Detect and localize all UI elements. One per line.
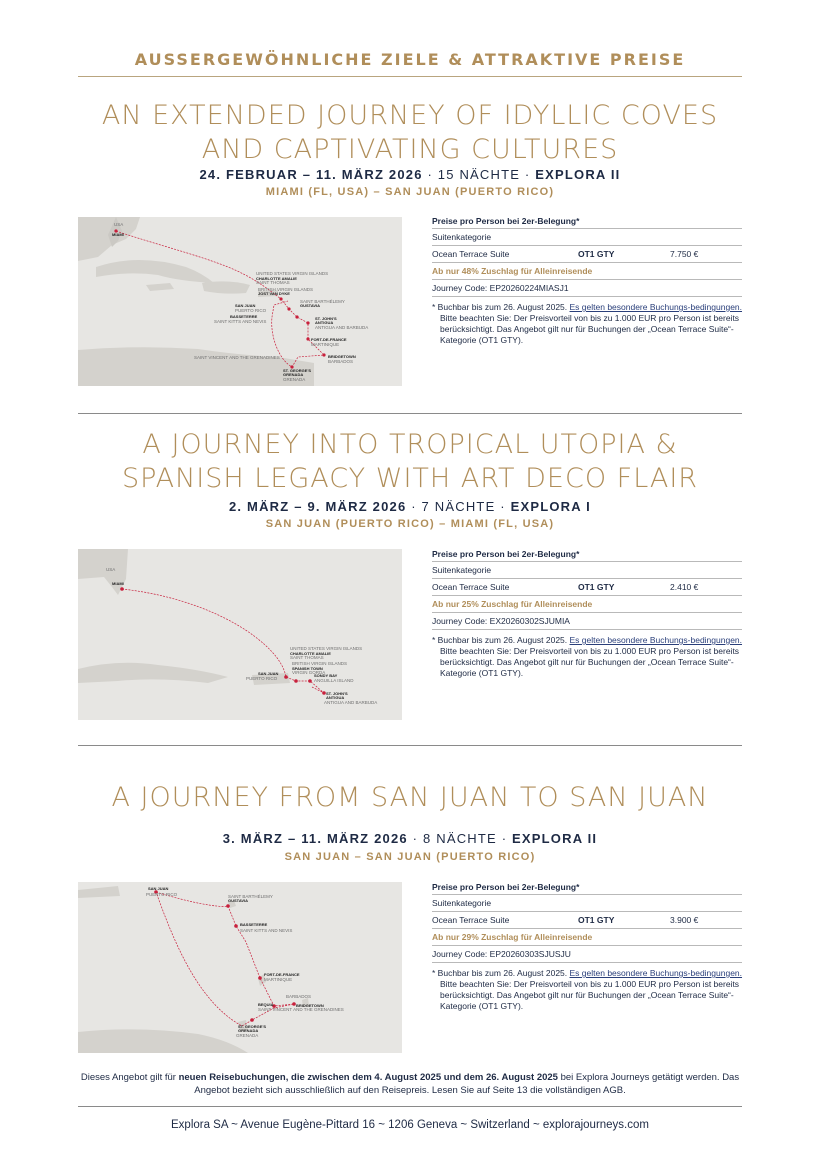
map-label: GRENADA xyxy=(283,377,306,382)
single-supplement: Ab nur 25% Zuschlag für Alleinreisende xyxy=(432,596,742,613)
category-label: Suitenkategorie xyxy=(432,898,492,908)
land-hispaniola xyxy=(202,281,250,293)
journey-title-line-1: A JOURNEY INTO TROPICAL UTOPIA & xyxy=(142,429,678,460)
land-south-america xyxy=(78,347,314,386)
suite-name: Ocean Terrace Suite xyxy=(432,582,510,592)
map-label: PUERTO RICO xyxy=(235,308,267,313)
map-label: SAN JUAN xyxy=(235,303,256,308)
map-label: PUERTO RICO xyxy=(246,676,278,681)
price-suite-row xyxy=(432,912,742,929)
suite-code: OT1 GTY xyxy=(578,915,615,925)
journey-ship: EXPLORA II xyxy=(512,831,598,846)
map-label: MARTINIQUE xyxy=(264,977,293,982)
terms-text: bei Explora Journeys getätigt werden. Das Angebot bezieht sich ausschließlich auf den Reisepreis. Lesen Sie auf Seite 13 die vollständigen AGB. xyxy=(194,1072,740,1096)
land-cuba xyxy=(96,260,214,283)
suite-price: 3.900 € xyxy=(670,915,699,925)
map-label: USA xyxy=(106,567,116,572)
route-line xyxy=(116,231,324,367)
land-jamaica xyxy=(146,283,174,291)
footnote-text: * Buchbar bis zum 26. August 2025. xyxy=(432,302,570,312)
map-label: FORT-DE-FRANCE xyxy=(264,972,300,977)
price-category-row xyxy=(432,229,742,246)
map-label: CHARLOTTE AMALIE xyxy=(290,651,331,656)
map-label: SAN JUAN xyxy=(258,671,279,676)
price-footnote xyxy=(432,968,742,1012)
price-footnote xyxy=(432,302,742,346)
journey-code: Journey Code: EX20260302SJUMIA xyxy=(432,613,742,630)
map-label: ST. JOHN'S xyxy=(326,691,348,696)
map-label: ANTIGUA xyxy=(326,695,345,700)
map-label: BRIDGETOWN xyxy=(296,1003,324,1008)
port-marker xyxy=(284,675,288,679)
map-label: CHARLOTTE AMALIE xyxy=(256,276,297,281)
journey-route: MIAMI (FL, USA) – SAN JUAN (PUERTO RICO) xyxy=(265,186,555,198)
booking-conditions-link[interactable]: Es gelten besondere Buchungs-bedingungen. xyxy=(569,968,743,978)
price-category-row xyxy=(432,895,742,912)
suite-name: Ocean Terrace Suite xyxy=(432,915,510,925)
port-marker xyxy=(258,976,262,980)
port-marker xyxy=(306,337,309,340)
journey-date-range: 3. MÄRZ – 11. MÄRZ 2026 xyxy=(222,831,408,846)
map-label: SAINT BARTHÉLEMY xyxy=(300,299,345,304)
map-label: GUSTAVIA xyxy=(228,898,249,903)
map-label: ST. GEORGE'S xyxy=(283,368,312,373)
journey-nights: 8 NÄCHTE xyxy=(423,831,497,846)
journey-title-line-2: SPANISH LEGACY WITH ART DECO FLAIR xyxy=(121,463,699,494)
port-marker xyxy=(120,587,124,591)
map-label: BRITISH VIRGIN ISLANDS xyxy=(292,661,348,666)
journey-route: SAN JUAN (PUERTO RICO) – MIAMI (FL, USA) xyxy=(265,518,555,530)
map-label: PUERTO RICO xyxy=(146,892,178,897)
price-category-row xyxy=(432,562,742,579)
port-marker xyxy=(234,924,238,928)
single-supplement: Ab nur 29% Zuschlag für Alleinreisende xyxy=(432,929,742,946)
map-label: GUSTAVIA xyxy=(300,303,321,308)
footnote-text: * Buchbar bis zum 26. August 2025. xyxy=(432,635,570,645)
price-heading: Preise pro Person bei 2er-Belegung* xyxy=(432,880,742,895)
land-usa xyxy=(78,217,140,261)
journey-date-range: 24. FEBRUAR – 11. MÄRZ 2026 xyxy=(199,167,423,182)
map-label: SAINT THOMAS xyxy=(290,655,324,660)
map-label: MIAMI xyxy=(112,232,124,237)
divider xyxy=(78,745,742,746)
map-label: ANTIGUA AND BARBUDA xyxy=(324,700,378,705)
separator: · xyxy=(520,167,536,182)
route-map xyxy=(78,882,402,1053)
map-label: BARBADOS xyxy=(286,994,312,999)
suite-price: 2.410 € xyxy=(670,582,699,592)
journey-title-line-1: AN EXTENDED JOURNEY OF IDYLLIC COVES xyxy=(101,100,719,131)
booking-conditions-link[interactable]: Es gelten besondere Buchungs-bedingungen. xyxy=(569,302,743,312)
map-label: JOST VAN DYKE xyxy=(258,291,290,296)
separator: · xyxy=(496,831,513,846)
separator: · xyxy=(407,831,423,846)
map-label: ANTIGUA AND BARBUDA xyxy=(315,325,369,330)
journey-route: SAN JUAN – SAN JUAN (PUERTO RICO) xyxy=(284,851,536,863)
suite-name: Ocean Terrace Suite xyxy=(432,249,510,259)
booking-conditions-link[interactable]: Es gelten besondere Buchungs-bedingungen. xyxy=(569,635,743,645)
map-label: ST. GEORGE'S xyxy=(238,1024,267,1029)
footnote-text: Bitte beachten Sie: Der Preisvorteil von bis zu 1.000 EUR pro Person ist bereits berücksichtigt. Das Angebot gilt nur für Buchungen der „Ocean Terrace Suite“-Kategorie (OT1 GTY). xyxy=(440,979,740,1011)
map-label: USA xyxy=(114,222,124,227)
journey-nights: 15 NÄCHTE xyxy=(437,167,521,182)
map-label: SAINT KITTS AND NEVIS xyxy=(240,928,293,933)
price-box xyxy=(432,880,742,1012)
map-label: BRITISH VIRGIN ISLANDS xyxy=(258,287,314,292)
separator: · xyxy=(422,167,438,182)
land-south-america xyxy=(78,1029,248,1053)
journey-dates xyxy=(0,831,820,846)
map-label: MIAMI xyxy=(112,581,124,586)
map-label: SPANISH TOWN xyxy=(292,666,323,671)
offer-terms-note xyxy=(78,1071,742,1097)
map-label: SONDY BAY xyxy=(314,673,338,678)
journey-code: Journey Code: EP20260224MIASJ1 xyxy=(432,280,742,297)
route-map xyxy=(78,549,402,720)
map-label: ANGUILLA ISLAND xyxy=(314,678,354,683)
map-label: BARBADOS xyxy=(328,359,354,364)
footnote-text: * Buchbar bis zum 26. August 2025. xyxy=(432,968,570,978)
category-label: Suitenkategorie xyxy=(432,565,492,575)
port-marker xyxy=(306,321,309,324)
land-puerto-rico xyxy=(78,886,120,898)
category-label: Suitenkategorie xyxy=(432,232,492,242)
price-footnote xyxy=(432,635,742,679)
price-box xyxy=(432,214,742,346)
single-supplement: Ab nur 48% Zuschlag für Alleinreisende xyxy=(432,263,742,280)
map-label: FORT-DE-FRANCE xyxy=(311,337,347,342)
map-label: SAINT BARTHÉLEMY xyxy=(228,894,273,899)
map-label: ST. JOHN'S xyxy=(315,316,337,321)
journey-dates xyxy=(0,499,820,514)
journey-title-line-1: A JOURNEY FROM SAN JUAN TO SAN JUAN xyxy=(111,782,709,813)
journey-ship: EXPLORA II xyxy=(535,167,621,182)
price-box xyxy=(432,547,742,679)
journey-date-range: 2. MÄRZ – 9. MÄRZ 2026 xyxy=(229,499,407,514)
journey-title xyxy=(0,99,820,167)
land-hispaniola xyxy=(78,663,228,683)
route-map-svg xyxy=(78,217,402,386)
route-map-svg xyxy=(78,882,402,1053)
page-header-title: AUSSERGEWÖHNLICHE ZIELE & ATTRAKTIVE PREISE xyxy=(134,50,686,69)
separator: · xyxy=(495,499,511,514)
journey-dates xyxy=(0,167,820,182)
map-label: BRIDGETOWN xyxy=(328,354,356,359)
port-marker xyxy=(294,679,298,683)
port-marker xyxy=(226,904,230,908)
map-label: SAINT THOMAS xyxy=(256,280,290,285)
route-map-svg xyxy=(78,549,402,720)
map-label: UNITED STATES VIRGIN ISLANDS xyxy=(256,271,329,276)
port-marker xyxy=(279,297,282,300)
map-label: BASSETERRE xyxy=(230,314,258,319)
journey-title xyxy=(0,781,820,815)
map-label: SAINT KITTS AND NEVIS xyxy=(214,319,267,324)
map-label: BEQUIA xyxy=(258,1002,274,1007)
footnote-text: Bitte beachten Sie: Der Preisvorteil von bis zu 1.000 EUR pro Person ist bereits berücksichtigt. Das Angebot gilt nur für Buchungen der „Ocean Terrace Suite“-Kategorie (OT1 GTY). xyxy=(440,313,740,345)
map-label: GRENADA xyxy=(283,372,304,377)
suite-code: OT1 GTY xyxy=(578,249,615,259)
divider xyxy=(78,413,742,414)
port-marker xyxy=(322,353,325,356)
port-marker xyxy=(295,315,298,318)
price-heading: Preise pro Person bei 2er-Belegung* xyxy=(432,547,742,562)
map-label: SAN JUAN xyxy=(148,886,169,891)
divider xyxy=(78,76,742,77)
map-label: GRENADA xyxy=(236,1033,259,1038)
map-label: SAINT VINCENT AND THE GRENADINES xyxy=(194,355,280,360)
map-label: ANTIGUA xyxy=(315,320,334,325)
company-address: Explora SA ~ Avenue Eugène-Pittard 16 ~ 1206 Geneva ~ Switzerland ~ explorajourneys.com xyxy=(171,1119,649,1131)
map-label: BASSETERRE xyxy=(240,922,268,927)
footnote-text: Bitte beachten Sie: Der Preisvorteil von bis zu 1.000 EUR pro Person ist bereits berücksichtigt. Das Angebot gilt nur für Buchungen der „Ocean Terrace Suite“-Kategorie (OT1 GTY). xyxy=(440,646,740,678)
port-marker xyxy=(287,307,290,310)
map-label: GRENADA xyxy=(238,1028,259,1033)
map-label: MARTINIQUE xyxy=(311,342,340,347)
terms-text: Dieses Angebot gilt für xyxy=(80,1072,179,1083)
price-suite-row xyxy=(432,246,742,263)
price-suite-row xyxy=(432,579,742,596)
terms-text-bold: neuen Reisebuchungen, die zwischen dem 4. August 2025 und dem 26. August 2025 xyxy=(178,1072,558,1083)
journey-nights: 7 NÄCHTE xyxy=(421,499,496,514)
route-map xyxy=(78,217,402,386)
suite-code: OT1 GTY xyxy=(578,582,615,592)
port-marker xyxy=(250,1018,254,1022)
price-heading: Preise pro Person bei 2er-Belegung* xyxy=(432,214,742,229)
divider xyxy=(78,1106,742,1107)
separator: · xyxy=(406,499,422,514)
map-label: VIRGIN GORDA xyxy=(292,670,326,675)
journey-ship: EXPLORA I xyxy=(510,499,591,514)
port-marker xyxy=(308,679,312,683)
journey-code: Journey Code: EP20260303SJUSJU xyxy=(432,946,742,963)
map-label: SAINT VINCENT AND THE GRENADINES xyxy=(258,1007,344,1012)
map-label: UNITED STATES VIRGIN ISLANDS xyxy=(290,646,363,651)
journey-title-line-2: AND CAPTIVATING CULTURES xyxy=(201,134,619,165)
journey-title xyxy=(0,428,820,496)
suite-price: 7.750 € xyxy=(670,249,699,259)
